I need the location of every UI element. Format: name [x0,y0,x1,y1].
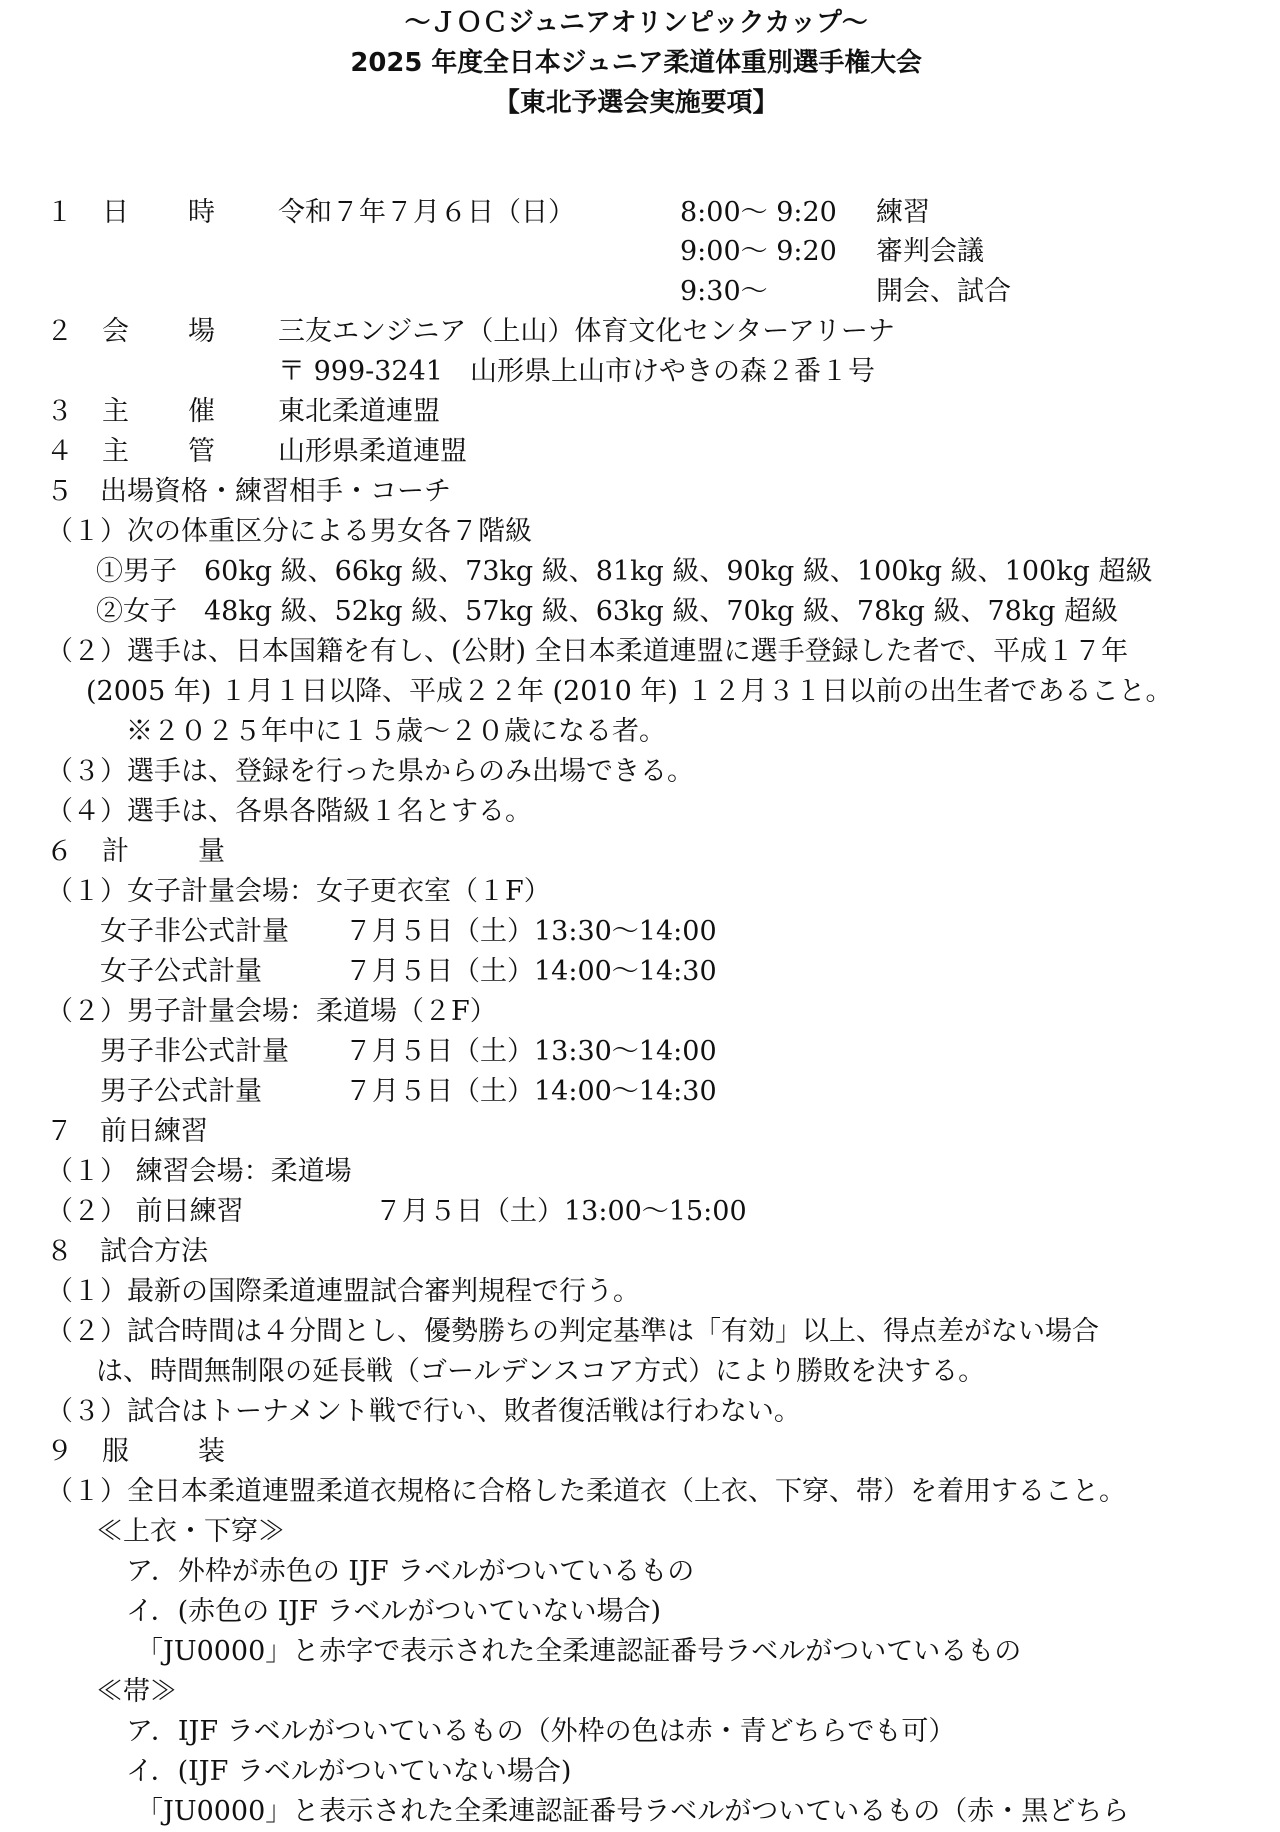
jacket-rule-i: イ．(赤色の IJF ラベルがついていない場合) [126,1596,662,1627]
schedule-time: 9:00～ 9:20 [680,236,837,267]
men-weigh-in-venue: （２）男子計量会場：柔道場（２F） [46,996,497,1027]
weigh-in-label: 女子公式計量 [100,956,262,987]
belt-rule-a: ア．IJF ラベルがついているもの（外枠の色は赤・青どちらでも可） [126,1716,956,1747]
weigh-in-time: ７月５日（土）14:00～14:30 [345,1076,717,1107]
event-subtitle: ～ＪＯＣジュニアオリンピックカップ～ [404,8,868,38]
men-weight-classes: ①男子 60kg 級、66kg 級、73kg 級、81kg 級、90kg 級、100kg 級、100kg 超級 [96,556,1153,587]
section-8-item-3: （３）試合はトーナメント戦で行い、敗者復活戦は行わない。 [46,1396,801,1427]
document-title: 【東北予選会実施要項】 [494,88,779,118]
section-8-item-1: （１）最新の国際柔道連盟試合審判規程で行う。 [46,1276,640,1307]
section-number: ４ [46,436,73,467]
host-name: 山形県柔道連盟 [278,436,467,467]
section-label-char: 服 [102,1436,129,1467]
age-note: ※２０２５年中に１５歳～２０歳になる者。 [126,716,666,747]
belt-rule-i-detail: 「JU0000」と表示された全柔連認証番号ラベルがついているもの（赤・黒どちら [136,1796,1130,1827]
section-5-heading: ５ 出場資格・練習相手・コーチ [46,476,451,507]
practice-venue: （１） 練習会場：柔道場 [46,1156,352,1187]
schedule-time: 8:00～ 9:20 [680,197,837,228]
section-label-char: 装 [198,1436,225,1467]
section-5-item-2-cont: (2005 年) １月１日以降、平成２２年 (2010 年) １２月３１日以前の出生者であること。 [86,676,1173,707]
section-5-item-1: （１）次の体重区分による男女各７階級 [46,516,532,547]
practice-time: ７月５日（土）13:00～15:00 [375,1196,747,1227]
venue-address: 〒 999-3241 山形県上山市けやきの森２番１号 [278,356,875,387]
section-label-char: 場 [188,316,215,347]
jacket-rule-a: ア．外枠が赤色の IJF ラベルがついているもの [126,1556,695,1587]
section-5-item-4: （４）選手は、各県各階級１名とする。 [46,796,532,827]
section-label-char: 量 [198,836,225,867]
weigh-in-label: 男子公式計量 [100,1076,262,1107]
schedule-event: 練習 [876,197,930,228]
belt-heading: ≪帯≫ [96,1676,177,1707]
women-weight-classes: ②女子 48kg 級、52kg 級、57kg 級、63kg 級、70kg 級、78kg 級、78kg 超級 [96,596,1119,627]
section-8-heading: ８ 試合方法 [46,1236,208,1267]
section-number: １ [46,197,73,228]
weigh-in-time: ７月５日（土）13:30～14:00 [345,1036,717,1067]
jacket-rule-i-detail: 「JU0000」と赤字で表示された全柔連認証番号ラベルがついているもの [136,1636,1022,1667]
section-number: ６ [46,836,73,867]
schedule-time: 9:30～ [680,276,768,307]
jacket-pants-heading: ≪上衣・下穿≫ [96,1516,285,1547]
women-weigh-in-venue: （１）女子計量会場：女子更衣室（１F） [46,876,551,907]
section-8-item-2: （２）試合時間は４分間とし、優勢勝ちの判定基準は「有効」以上、得点差がない場合 [46,1316,1099,1347]
section-number: ３ [46,396,73,427]
weigh-in-time: ７月５日（土）14:00～14:30 [345,956,717,987]
section-7-heading: ７ 前日練習 [46,1116,208,1147]
section-label-char: 計 [102,836,129,867]
organizer-name: 東北柔道連盟 [278,396,440,427]
section-label-char: 日 [102,197,129,228]
event-title: 2025 年度全日本ジュニア柔道体重別選手権大会 [350,48,922,78]
section-label-char: 催 [188,396,215,427]
section-label-char: 主 [102,396,129,427]
section-number: ２ [46,316,73,347]
section-label-char: 会 [102,316,129,347]
section-number: ９ [46,1436,73,1467]
weigh-in-label: 男子非公式計量 [100,1036,289,1067]
section-label-char: 時 [188,197,215,228]
event-date: 令和７年７月６日（日） [278,197,575,228]
weigh-in-label: 女子非公式計量 [100,916,289,947]
section-5-item-2: （２）選手は、日本国籍を有し、(公財) 全日本柔道連盟に選手登録した者で、平成１７年 [46,636,1129,667]
section-label-char: 管 [188,436,215,467]
practice-label: （２） 前日練習 [46,1196,244,1227]
belt-rule-i: イ．(IJF ラベルがついていない場合) [126,1756,572,1787]
schedule-event: 審判会議 [876,236,984,267]
section-label-char: 主 [102,436,129,467]
schedule-event: 開会、試合 [876,276,1011,307]
section-9-item-1: （１）全日本柔道連盟柔道衣規格に合格した柔道衣（上衣、下穿、帯）を着用すること。 [46,1476,1126,1507]
section-8-item-2-cont: は、時間無制限の延長戦（ゴールデンスコア方式）により勝敗を決する。 [96,1356,986,1387]
section-5-item-3: （３）選手は、登録を行った県からのみ出場できる。 [46,756,694,787]
venue-name: 三友エンジニア（上山）体育文化センターアリーナ [278,316,895,347]
weigh-in-time: ７月５日（土）13:30～14:00 [345,916,717,947]
